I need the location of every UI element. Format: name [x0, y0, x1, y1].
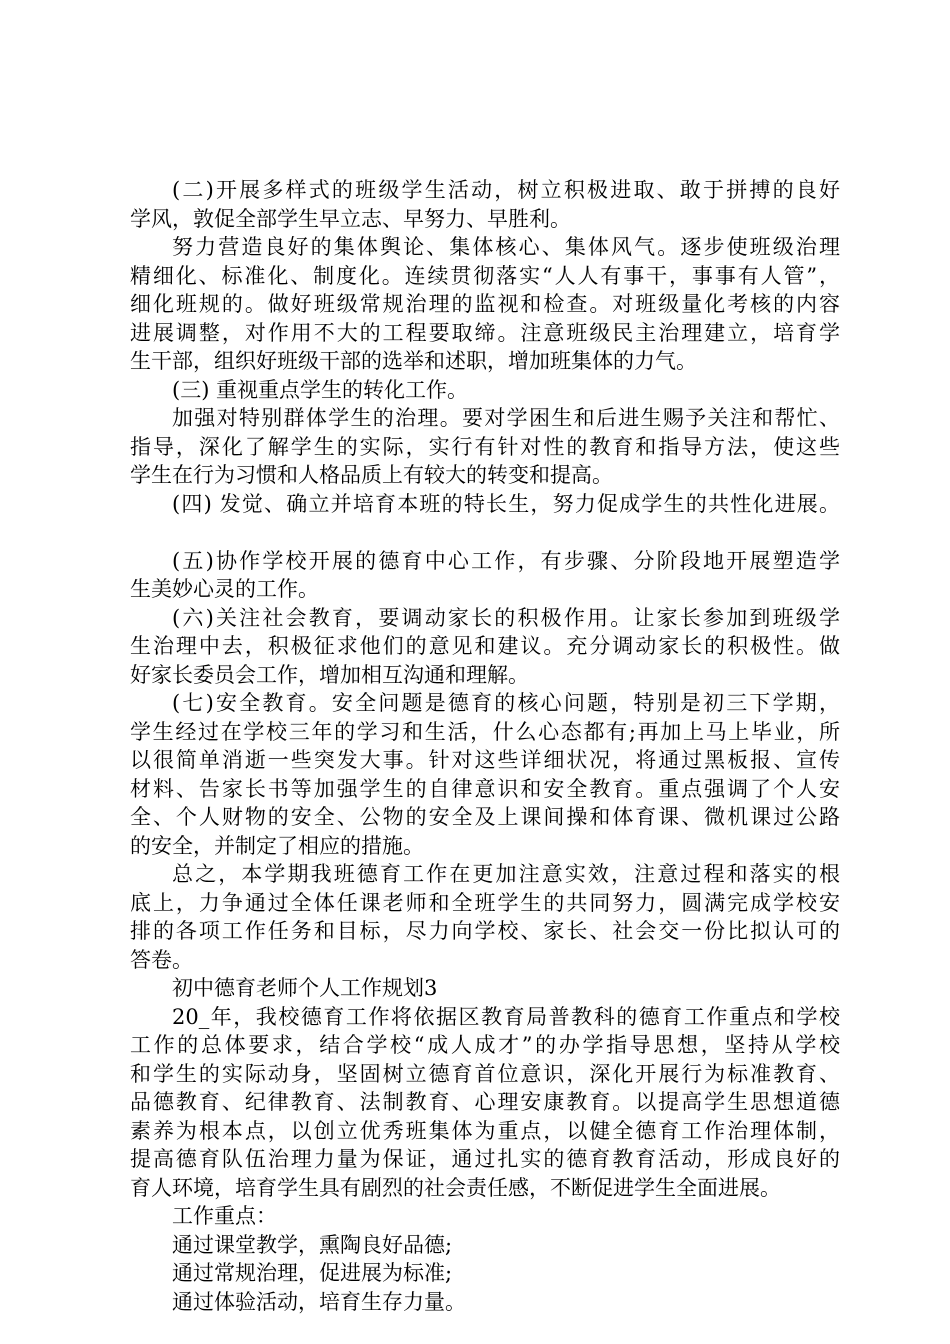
text-line: (六)关注社会教育，要调动家长的积极作用。让家长参加到班级学: [172, 606, 840, 630]
text-line: (七)安全教育。安全问题是德育的核心问题，特别是初三下学期，: [172, 691, 840, 715]
list-item: 通过常规治理，促进展为标准;: [172, 1261, 453, 1285]
text-line: 全、个人财物的安全、公物的安全及上课间操和体育课、微机课过公路: [130, 805, 840, 829]
text-line: (五)协作学校开展的德育中心工作，有步骤、分阶段地开展塑造学: [172, 549, 840, 573]
text-line: 工作重点：: [172, 1204, 277, 1228]
text-line: (二)开展多样式的班级学生活动，树立积极进取、敢于拼搏的良好: [172, 178, 840, 202]
text-line: 加强对特别群体学生的治理。要对学困生和后进生赐予关注和帮忙、: [172, 406, 840, 430]
text-line: 努力营造良好的集体舆论、集体核心、集体风气。逐步使班级治理: [172, 235, 840, 259]
text-line: 20_年，我校德育工作将依据区教育局普教科的德育工作重点和学校: [172, 1005, 840, 1029]
text-line: 底上，力争通过全体任课老师和全班学生的共同努力，圆满完成学校安: [130, 891, 840, 915]
text-line: 总之，本学期我班德育工作在更加注意实效，注意过程和落实的根: [172, 862, 840, 886]
text-line: 细化班规的。做好班级常规治理的监视和检查。对班级量化考核的内容: [130, 292, 840, 316]
text-line: 排的各项工作任务和目标，尽力向学校、家长、社会交一份比拟认可的: [130, 919, 840, 943]
text-line: 品德教育、纪律教育、法制教育、心理安康教育。以提高学生思想道德: [130, 1090, 840, 1114]
text-line: 提高德育队伍治理力量为保证，通过扎实的德育教育活动，形成良好的: [130, 1147, 840, 1171]
text-line: 精细化、标准化、制度化。连续贯彻落实“人人有事干，事事有人管”，: [130, 264, 840, 288]
text-line: (四) 发觉、确立并培育本班的特长生，努力促成学生的共性化进展。: [172, 492, 840, 516]
text-line: 生干部，组织好班级干部的选举和述职，增加班集体的力气。: [130, 349, 697, 373]
text-line: 学生在行为习惯和人格品质上有较大的转变和提高。: [130, 463, 613, 487]
text-line: 指导，深化了解学生的实际，实行有针对性的教育和指导方法，使这些: [130, 435, 840, 459]
text-line: 的安全，并制定了相应的措施。: [130, 834, 424, 858]
text-line: 素养为根本点，以创立优秀班集体为重点，以健全德育工作治理体制，: [130, 1119, 840, 1143]
text-line: 好家长委员会工作，增加相互沟通和理解。: [130, 663, 529, 687]
list-item: 通过体验活动，培育生存力量。: [172, 1290, 466, 1314]
text-line: 工作的总体要求，结合学校“成人成才”的办学指导思想，坚持从学校: [130, 1033, 840, 1057]
text-line: 以很简单消逝一些突发大事。针对这些详细状况，将通过黑板报、宣传: [130, 748, 840, 772]
text-line: 答卷。: [130, 948, 193, 972]
text-line: 学风，敦促全部学生早立志、早努力、早胜利。: [130, 207, 571, 231]
section-heading: 初中德育老师个人工作规划3: [172, 976, 438, 1000]
text-line: 进展调整，对作用不大的工程要取缔。注意班级民主治理建立，培育学: [130, 321, 840, 345]
list-item: 通过课堂教学，熏陶良好品德;: [172, 1233, 453, 1257]
text-line: 材料、告家长书等加强学生的自律意识和安全教育。重点强调了个人安: [130, 777, 840, 801]
text-line: 生美妙心灵的工作。: [130, 577, 319, 601]
text-line: 生治理中去，积极征求他们的意见和建议。充分调动家长的积极性。做: [130, 634, 840, 658]
text-line: (三) 重视重点学生的转化工作。: [172, 378, 469, 402]
text-line: 育人环境，培育学生具有剧烈的社会责任感，不断促进学生全面进展。: [130, 1176, 781, 1200]
text-line: 学生经过在学校三年的学习和生活，什么心态都有;再加上马上毕业，所: [130, 720, 840, 744]
text-line: 和学生的实际动身，坚固树立德育首位意识，深化开展行为标准教育、: [130, 1062, 840, 1086]
